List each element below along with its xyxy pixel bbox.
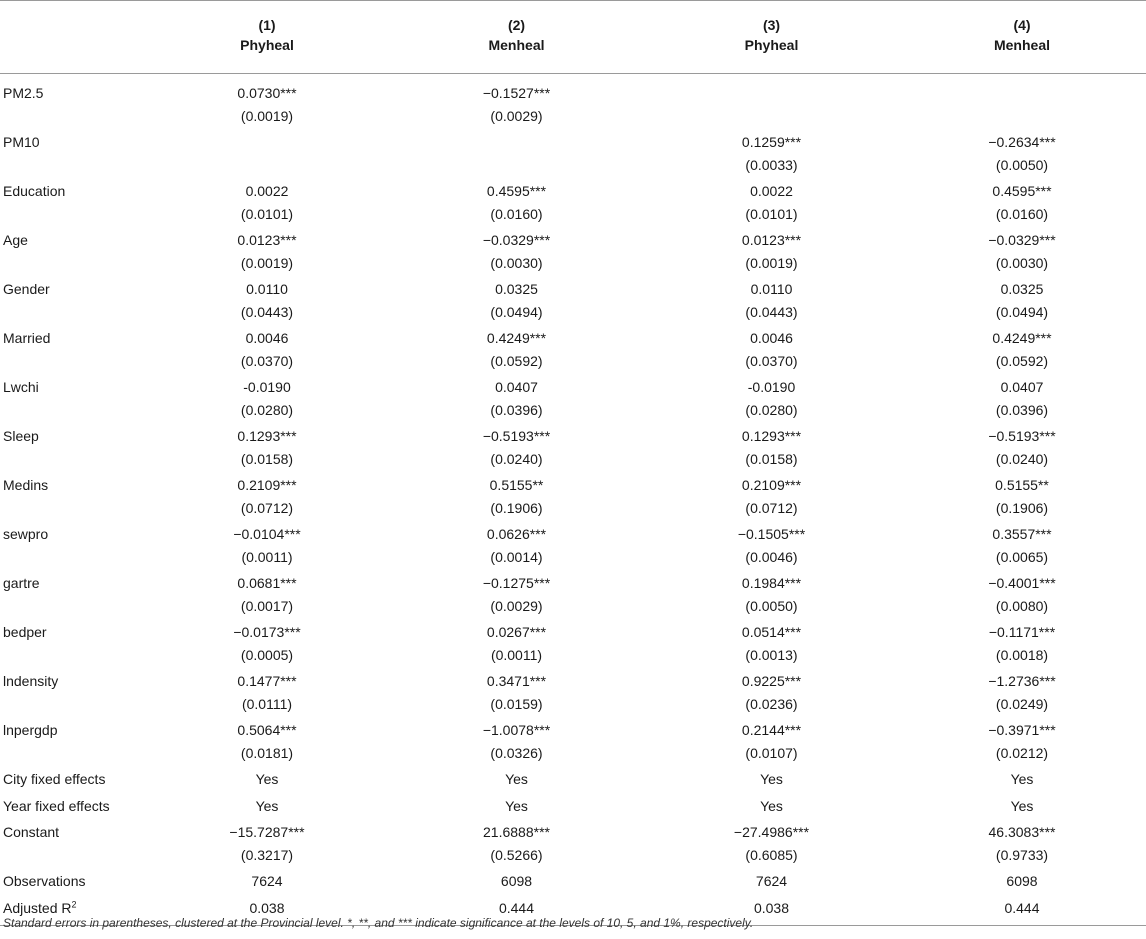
coefficient-value: −0.0329*** (482, 232, 551, 248)
coefficient-value (645, 82, 898, 105)
table-cell (898, 131, 1146, 176)
coefficient-value: −0.0173*** (233, 624, 301, 640)
table-footnote: Standard errors in parentheses, clustered at the Provincial level. *, **, and *** indicate significance at the levels of 10, 5, and 1%, respectively. (3, 916, 754, 930)
coefficient-value: 0.1984*** (741, 575, 802, 591)
table-cell (146, 425, 388, 470)
table-row (0, 523, 1146, 568)
coefficient-value: 0.2109*** (237, 477, 297, 493)
table-cell (388, 572, 645, 617)
standard-error-value: (0.0050) (995, 156, 1049, 173)
standard-error-value: (0.0101) (240, 205, 294, 222)
standard-error-value: (0.0030) (490, 254, 543, 271)
standard-error-value: (0.0396) (995, 401, 1049, 418)
table-row (0, 768, 1146, 791)
table-cell (388, 621, 645, 666)
coefficient-value: 0.5155** (995, 477, 1049, 493)
coefficient-value: Yes (255, 771, 279, 787)
standard-error-value: (0.0019) (240, 254, 294, 271)
coefficient-value: −27.4986*** (733, 824, 810, 840)
table-cell (388, 131, 645, 176)
column-number-1: (1) (146, 1, 388, 36)
coefficient-value: 21.6888*** (483, 824, 550, 840)
table-cell: 0.444 (898, 897, 1146, 926)
standard-error-value: (0.5266) (490, 846, 543, 863)
standard-error-value: (0.0443) (745, 303, 798, 320)
row-label: City fixed effects (3, 771, 106, 787)
table-row (0, 474, 1146, 519)
table-cell (146, 572, 388, 617)
table-cell (388, 821, 645, 866)
standard-error-value: (0.0396) (490, 401, 543, 418)
column-number-4: (4) (898, 1, 1146, 36)
table-cell (898, 870, 1146, 893)
standard-error-value: (0.0240) (995, 450, 1049, 467)
coefficient-value: 0.3471*** (486, 673, 547, 689)
table-cell (388, 327, 645, 372)
coefficient-value: 0.0407 (495, 379, 538, 395)
table-row (0, 376, 1146, 421)
coefficient-value: 0.1259*** (741, 134, 802, 150)
coefficient-value: 0.2144*** (741, 722, 802, 738)
table-cell (898, 327, 1146, 372)
standard-error-value: (0.0280) (745, 401, 798, 418)
header-empty-cell (0, 35, 146, 74)
adjusted-r-label: Adjusted R (3, 899, 72, 916)
standard-error-value: (0.0019) (745, 254, 798, 271)
standard-error-value: (0.0029) (490, 597, 543, 614)
column-name-3: Phyheal (645, 35, 898, 74)
coefficient-value: 0.4249*** (486, 330, 547, 346)
coefficient-value: −1.0078*** (482, 722, 551, 738)
row-label: gartre (3, 575, 40, 591)
table-cell (388, 74, 645, 128)
row-label: Gender (3, 281, 50, 297)
table-cell (898, 74, 1146, 128)
coefficient-value: Yes (505, 771, 528, 787)
table-cell (388, 474, 645, 519)
standard-error-value: (0.0011) (241, 548, 293, 565)
table-cell (898, 474, 1146, 519)
coefficient-value: −15.7287*** (229, 824, 305, 840)
standard-error-value: (0.0326) (490, 744, 543, 761)
coefficient-value: 0.0267*** (486, 624, 547, 640)
table-cell (388, 768, 645, 791)
row-label: lndensity (3, 673, 59, 689)
table-row (0, 425, 1146, 470)
standard-error-value: (0.0030) (995, 254, 1049, 271)
table-cell (388, 719, 645, 764)
standard-error-value: (0.0160) (490, 205, 543, 222)
standard-error-value (146, 154, 388, 177)
coefficient-value: −0.1275*** (482, 575, 551, 591)
table-cell (146, 719, 388, 764)
table-cell (146, 523, 388, 568)
coefficient-value: 0.0110 (246, 281, 288, 297)
table-cell (645, 376, 898, 421)
table-cell (898, 229, 1146, 274)
row-label: Lwchi (3, 379, 39, 395)
coefficient-value: 0.9225*** (741, 673, 802, 689)
table-cell (898, 523, 1146, 568)
coefficient-value: −0.5193*** (988, 428, 1056, 444)
coefficient-value: 0.0325 (495, 281, 538, 297)
table-cell (898, 719, 1146, 764)
table-cell (645, 425, 898, 470)
table-cell (146, 870, 388, 893)
table-cell (645, 870, 898, 893)
standard-error-value: (0.0249) (995, 695, 1049, 712)
standard-error-value: (0.0158) (745, 450, 798, 467)
table-cell (146, 670, 388, 715)
coefficient-value: −0.5193*** (482, 428, 551, 444)
table-cell (388, 795, 645, 818)
standard-error-value: (0.0443) (240, 303, 294, 320)
table-cell (146, 768, 388, 791)
coefficient-value: −0.1171*** (988, 624, 1056, 640)
standard-error-value: (0.0046) (745, 548, 798, 565)
table-cell (645, 278, 898, 323)
table-cell (898, 795, 1146, 818)
standard-error-value: (0.0181) (240, 744, 294, 761)
table-cell (146, 795, 388, 818)
row-label: Age (3, 232, 28, 248)
table-cell (898, 821, 1146, 866)
standard-error-value: (0.0370) (240, 352, 294, 369)
coefficient-value: −0.0329*** (988, 232, 1056, 248)
table-cell (645, 768, 898, 791)
coefficient-value (146, 131, 388, 154)
coefficient-value: Yes (1010, 797, 1034, 814)
coefficient-value: 0.4595*** (486, 183, 547, 199)
table-cell (645, 474, 898, 519)
table-cell (898, 425, 1146, 470)
standard-error-value: (0.0019) (240, 107, 294, 124)
coefficient-value: 0.3557*** (992, 526, 1052, 542)
table-cell (388, 425, 645, 470)
table-cell: 0.444 (388, 897, 645, 926)
row-label: bedper (3, 624, 47, 640)
coefficient-value: −0.1505*** (737, 526, 806, 542)
table-cell (898, 768, 1146, 791)
standard-error-value: (0.0111) (241, 695, 293, 712)
column-name-1: Phyheal (146, 35, 388, 74)
coefficient-value: 0.1293*** (741, 428, 802, 444)
standard-error-value: (0.9733) (995, 846, 1049, 863)
standard-error-value: (0.0370) (745, 352, 798, 369)
coefficient-value: 0.5155** (489, 477, 544, 493)
coefficient-value: 0.5064*** (237, 722, 297, 738)
coefficient-value: −0.1527*** (482, 85, 551, 101)
standard-error-value: (0.0280) (240, 401, 294, 418)
column-number-2: (2) (388, 1, 645, 36)
coefficient-value: 0.2109*** (741, 477, 802, 493)
table-row (0, 74, 1146, 128)
coefficient-value: −0.3971*** (988, 722, 1056, 738)
table-cell (645, 572, 898, 617)
table-row (0, 327, 1146, 372)
table-cell (388, 376, 645, 421)
standard-error-value: (0.0592) (995, 352, 1049, 369)
table-cell (645, 821, 898, 866)
coefficient-value: 0.0110 (750, 281, 793, 297)
standard-error-value (645, 105, 898, 128)
coefficient-value: 0.0514*** (741, 624, 802, 640)
coefficient-value: 0.0325 (1000, 281, 1044, 297)
coefficient-value: 0.0046 (750, 330, 793, 346)
row-label: PM2.5 (3, 85, 44, 101)
coefficient-value: 0.0022 (750, 183, 793, 199)
standard-error-value: (0.0240) (490, 450, 543, 467)
standard-error-value: (0.0107) (745, 744, 798, 761)
header-empty-cell (0, 1, 146, 36)
standard-error-value: (0.1906) (490, 499, 543, 516)
coefficient-value: 0.0407 (1000, 379, 1044, 395)
table-cell (146, 278, 388, 323)
coefficient-value: 0.0730*** (237, 85, 297, 101)
standard-error-value (388, 154, 645, 177)
coefficient-value: 46.3083*** (988, 824, 1056, 840)
coefficient-value (388, 131, 645, 154)
table-cell: 0.038 (645, 897, 898, 926)
table-cell (146, 376, 388, 421)
table-cell (645, 74, 898, 128)
coefficient-value: 0.0046 (245, 330, 289, 346)
table-row (0, 821, 1146, 866)
table-cell (146, 74, 388, 128)
table-cell (645, 327, 898, 372)
coefficient-value: −0.0104*** (233, 526, 301, 542)
coefficient-value: Yes (505, 797, 528, 814)
standard-error-value: (0.0018) (995, 646, 1049, 663)
column-number-3: (3) (645, 1, 898, 36)
coefficient-value: 0.0626*** (486, 526, 547, 542)
table-cell (898, 572, 1146, 617)
table-cell (898, 621, 1146, 666)
table-cell (645, 670, 898, 715)
table-header (0, 1, 1146, 74)
table-cell (645, 131, 898, 176)
coefficient-value: 0.0022 (245, 183, 289, 199)
row-label: Education (3, 183, 66, 199)
standard-error-value: (0.0712) (745, 499, 798, 516)
table-row (0, 719, 1146, 764)
table-cell (146, 327, 388, 372)
row-label: Observations (3, 873, 86, 889)
coefficient-value: 0.0681*** (237, 575, 297, 591)
row-label: Married (3, 330, 51, 346)
table-cell: 0.038 (146, 897, 388, 926)
coefficient-value: 6098 (500, 873, 533, 889)
row-label: Medins (3, 477, 49, 493)
table-cell (645, 719, 898, 764)
table-body (0, 74, 1146, 926)
coefficient-value: 7624 (755, 873, 788, 889)
row-label: Sleep (3, 428, 39, 444)
table-row (0, 870, 1146, 893)
table-cell (898, 670, 1146, 715)
standard-error-value (898, 105, 1146, 128)
coefficient-value: Yes (760, 771, 783, 787)
table-cell (645, 180, 898, 225)
coefficient-value: −0.2634*** (988, 134, 1056, 150)
table-cell (645, 229, 898, 274)
row-label: PM10 (3, 134, 40, 150)
coefficient-value: 0.1293*** (237, 428, 297, 444)
table-row (0, 229, 1146, 274)
table-row (0, 621, 1146, 666)
table-cell (898, 180, 1146, 225)
table-cell (388, 670, 645, 715)
standard-error-value: (0.0013) (745, 646, 798, 663)
standard-error-value: (0.0017) (240, 597, 294, 614)
standard-error-value: (0.1906) (995, 499, 1049, 516)
standard-error-value: (0.0080) (995, 597, 1049, 614)
table-row (0, 670, 1146, 715)
table-cell (645, 621, 898, 666)
table-cell (146, 131, 388, 176)
coefficient-value: -0.0190 (747, 379, 796, 395)
coefficient-value: 0.4249*** (992, 330, 1052, 346)
standard-error-value: (0.0158) (240, 450, 294, 467)
coefficient-value: 0.0123*** (741, 232, 802, 248)
coefficient-value: 7624 (251, 873, 283, 889)
table-cell (146, 621, 388, 666)
row-label: Constant (3, 824, 60, 840)
row-label: sewpro (3, 526, 49, 542)
column-name-2: Menheal (388, 35, 645, 74)
coefficient-value: −1.2736*** (988, 673, 1056, 689)
coefficient-value: Yes (255, 797, 279, 814)
coefficient-value: 0.4595*** (992, 183, 1052, 199)
standard-error-value: (0.0005) (240, 646, 294, 663)
standard-error-value: (0.0494) (490, 303, 543, 320)
standard-error-value: (0.0101) (745, 205, 798, 222)
table-row (0, 131, 1146, 176)
table-row (0, 180, 1146, 225)
coefficient-value (898, 82, 1146, 105)
table-cell (146, 180, 388, 225)
table-cell (645, 795, 898, 818)
table-cell (388, 229, 645, 274)
row-label: Year fixed effects (3, 797, 110, 814)
adjusted-r-superscript: 2 (71, 898, 77, 909)
standard-error-value: (0.0160) (995, 205, 1049, 222)
coefficient-value: Yes (760, 797, 783, 814)
coefficient-value: 0.1477*** (237, 673, 297, 689)
standard-error-value: (0.0159) (490, 695, 543, 712)
standard-error-value: (0.0014) (490, 548, 543, 565)
table-cell (898, 278, 1146, 323)
coefficient-value: 0.0123*** (237, 232, 297, 248)
table-cell (146, 229, 388, 274)
standard-error-value: (0.0712) (240, 499, 294, 516)
standard-error-value: (0.0592) (490, 352, 543, 369)
table-cell (388, 278, 645, 323)
coefficient-value: 6098 (1006, 873, 1038, 889)
table-cell (388, 870, 645, 893)
standard-error-value: (0.0212) (995, 744, 1049, 761)
coefficient-value: −0.4001*** (988, 575, 1056, 591)
table-row (0, 278, 1146, 323)
table-row (0, 572, 1146, 617)
table-cell (388, 180, 645, 225)
table-row (0, 795, 1146, 818)
table-cell (388, 523, 645, 568)
standard-error-value: (0.0033) (745, 156, 798, 173)
standard-error-value: (0.0050) (745, 597, 798, 614)
standard-error-value: (0.3217) (240, 846, 294, 863)
table-cell (146, 474, 388, 519)
coefficient-value: -0.0190 (243, 379, 291, 395)
standard-error-value: (0.6085) (745, 846, 798, 863)
coefficient-value: Yes (1010, 771, 1034, 787)
standard-error-value: (0.0065) (995, 548, 1049, 565)
row-label: lnpergdp (3, 722, 58, 738)
standard-error-value: (0.0011) (490, 646, 543, 663)
column-name-4: Menheal (898, 35, 1146, 74)
table-cell (146, 821, 388, 866)
standard-error-value: (0.0029) (490, 107, 543, 124)
table-cell (645, 523, 898, 568)
standard-error-value: (0.0236) (745, 695, 798, 712)
table-cell (898, 376, 1146, 421)
standard-error-value: (0.0494) (995, 303, 1049, 320)
